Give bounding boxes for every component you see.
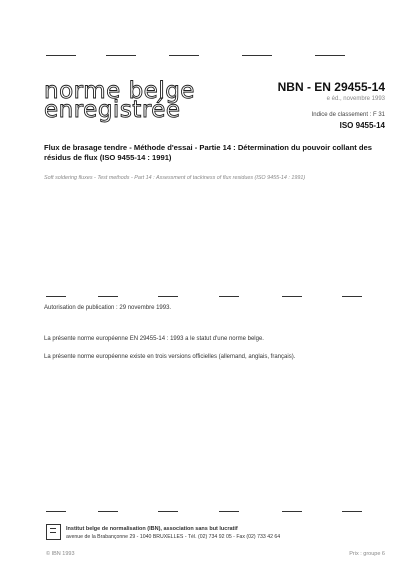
classification-text: Indice de classement : F 31 [311,112,385,118]
top-rule-2 [106,55,136,56]
institute-name: Institut belge de normalisation (IBN), association sans but lucratif [66,526,238,532]
enregistree-title: enregistrée [44,97,181,123]
top-rule-4 [242,55,272,56]
bottom-rule-4 [219,511,239,512]
authorization-text: Autorisation de publication : 29 novembre 1993. [44,305,172,311]
bottom-rule-5 [282,511,302,512]
english-title: Soft soldering fluxes - Test methods - Part 14 : Assessment of tackiness of flux residues (ISO 9455-14 : 1991) [44,175,306,181]
edition-text: e éd., novembre 1993 [326,96,385,102]
norme-belge-title: norme belge [44,78,195,104]
middle-rule-5 [282,296,302,297]
price-group-text: Prix : groupe 6 [349,551,385,557]
status-paragraph: La présente norme européenne EN 29455-14 : 1993 a le statut d'une norme belge. [44,336,264,342]
middle-rule-3 [158,296,178,297]
middle-rule-4 [219,296,239,297]
iso-reference: ISO 9455-14 [339,121,385,130]
middle-rule-2 [98,296,118,297]
french-title: Flux de brasage tendre - Méthode d'essai - Partie 14 : Détermination du pouvoir collant des résidus de flux (ISO 9455-14 : 1991) [44,143,372,162]
middle-rule-1 [46,296,66,297]
standard-number: NBN - EN 29455-14 [277,80,385,94]
middle-rule-6 [342,296,362,297]
versions-paragraph: La présente norme européenne existe en trois versions officielles (allemand, anglais, français). [44,354,296,360]
bottom-rule-2 [98,511,118,512]
copyright-text: © IBN 1993 [46,551,75,557]
top-rule-1 [46,55,76,56]
bottom-rule-6 [342,511,362,512]
institute-address: avenue de la Brabançonne 29 - 1040 BRUXELLES - Tél. (02) 734 92 05 - Fax (02) 733 42 64 [66,534,281,540]
bottom-rule-3 [158,511,178,512]
bottom-rule-1 [46,511,66,512]
top-rule-3 [169,55,199,56]
ibn-logo-icon [46,524,61,540]
top-rule-5 [315,55,345,56]
